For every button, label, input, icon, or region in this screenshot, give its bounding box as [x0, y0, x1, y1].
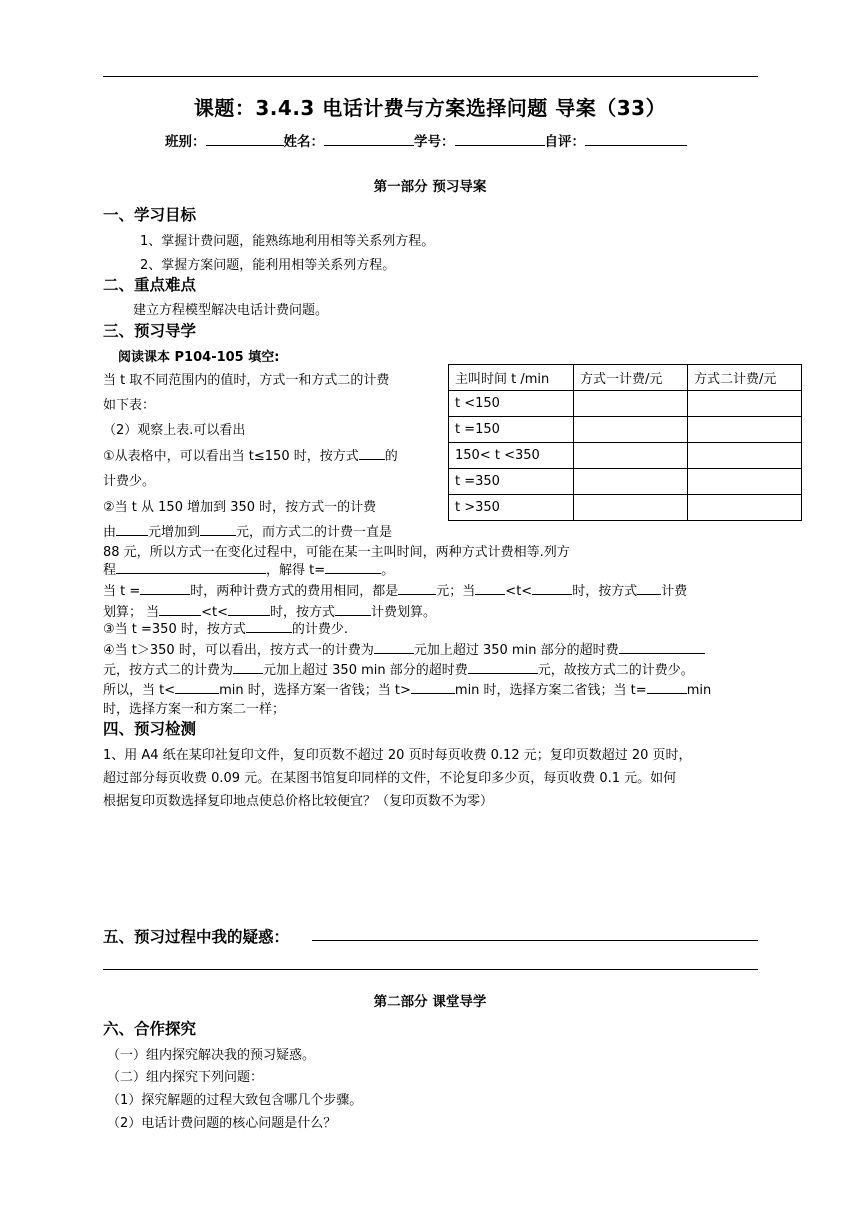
sec3-title: 三、预习导学 [103, 322, 197, 340]
table-row [449, 469, 802, 495]
sec2-title: 二、重点难点 [103, 276, 197, 294]
blank-field[interactable] [159, 602, 201, 616]
text-span: 的计费少. [291, 622, 348, 637]
table-row [449, 417, 802, 443]
blank-field[interactable] [647, 680, 687, 694]
table-input-cell[interactable] [688, 391, 802, 417]
part1-heading: 第一部分 预习导案 [373, 179, 487, 195]
student-info-line [165, 130, 687, 150]
explore-item: （一）组内探究解决我的预习疑惑。 [107, 1048, 316, 1063]
text-span: 当 t = [103, 584, 141, 599]
class-label: 班别： [165, 134, 206, 150]
text-line [103, 521, 392, 540]
text-span: ④当 t＞350 时，可以看出，按方式一的计费为 [103, 643, 374, 658]
table-cell: t =350 [449, 469, 574, 495]
text-span: min [686, 683, 712, 698]
text-span: 所以，当 t< [103, 683, 176, 698]
name-field[interactable] [324, 131, 414, 146]
text-line [103, 639, 705, 658]
explore-item: （1）探究解题的过程大致包含哪几个步骤。 [107, 1093, 363, 1108]
keypoint-text: 建立方程模型解决电话计费问题。 [133, 303, 329, 318]
text-span: 由 [103, 525, 117, 540]
table-input-cell[interactable] [574, 391, 688, 417]
goal-item-1: 1、掌握计费问题，能熟练地利用相等关系列方程。 [140, 234, 435, 249]
text-span: <t< [505, 584, 533, 599]
text-line: 时，选择方案一和方案二一样； [103, 702, 286, 717]
table-input-cell[interactable] [688, 417, 802, 443]
text-span: 时，两种计费方式的费用相同，都是 [190, 584, 399, 599]
blank-field[interactable] [175, 680, 219, 694]
blank-field[interactable] [475, 581, 505, 595]
text-span: 元，按方式二的计费为 [103, 663, 234, 678]
blank-field[interactable] [532, 581, 572, 595]
table-input-cell[interactable] [574, 469, 688, 495]
blank-field[interactable] [228, 602, 270, 616]
text-line [103, 679, 711, 698]
blank-field[interactable] [619, 640, 705, 654]
text-line: ②当 t 从 150 增加到 350 时，按方式一的计费 [103, 500, 377, 515]
billing-table [448, 364, 802, 521]
text-span: 元，故按方式二的计费少。 [537, 663, 694, 678]
table-header-cell: 方式二计费/元 [688, 365, 802, 391]
sec1-title: 一、学习目标 [103, 206, 197, 224]
text-line: 当 t 取不同范围内的值时，方式一和方式二的计费 [103, 373, 390, 388]
text-line [103, 618, 348, 637]
table-cell: t =150 [449, 417, 574, 443]
table-input-cell[interactable] [574, 495, 688, 521]
table-header-row [449, 365, 802, 391]
eval-field[interactable] [585, 131, 687, 146]
text-line [103, 445, 398, 464]
explore-item: （2）电话计费问题的核心问题是什么？ [107, 1116, 337, 1131]
table-input-cell[interactable] [688, 495, 802, 521]
text-line: 88 元，所以方式一在变化过程中，可能在某一主叫时间，两种方式计费相等.列方 [103, 545, 570, 560]
table-input-cell[interactable] [688, 469, 802, 495]
id-label: 学号： [414, 134, 455, 150]
text-span: 元加上超过 350 min 部分的超时费 [413, 643, 619, 658]
blank-field[interactable] [200, 522, 236, 536]
name-label: 姓名： [283, 134, 324, 150]
text-line [103, 659, 694, 678]
text-line [103, 580, 687, 599]
problem-line: 根据复印页数选择复印地点使总价格比较便宜？（复印页数不为零） [103, 794, 494, 809]
text-span: 元加上超过 350 min 部分的超时费 [263, 663, 468, 678]
blank-field[interactable] [398, 581, 436, 595]
read-label: 阅读课本 P104-105 填空: [118, 350, 280, 365]
table-input-cell[interactable] [688, 443, 802, 469]
table-cell: t >350 [449, 495, 574, 521]
problem-line: 超过部分每页收费 0.09 元。在某图书馆复印同样的文件，不论复印多少页，每页收费 0.1 元。如何 [103, 771, 677, 786]
sec5-title: 五、预习过程中我的疑惑： [103, 928, 290, 946]
table-row [449, 391, 802, 417]
table-cell: t <150 [449, 391, 574, 417]
part2-heading: 第二部分 课堂导学 [373, 994, 487, 1010]
text-span: 划算； 当 [103, 605, 160, 620]
blank-field[interactable] [233, 660, 263, 674]
text-span: 计费划算。 [371, 605, 437, 620]
text-span: min 时，选择方案一省钱；当 t> [219, 683, 411, 698]
blank-field[interactable] [140, 581, 190, 595]
blank-field[interactable] [374, 640, 414, 654]
page-title: 课题：3.4.3 电话计费与方案选择问题 导案（33） [193, 96, 667, 120]
explore-item: （二）组内探究下列问题： [107, 1070, 264, 1085]
blank-field[interactable] [116, 522, 148, 536]
sec4-title: 四、预习检测 [103, 720, 197, 738]
table-cell: 150< t <350 [449, 443, 574, 469]
text-line: （2）观察上表.可以看出 [103, 423, 246, 438]
text-span: 。 [381, 563, 395, 578]
text-span: 元增加到 [148, 525, 201, 540]
text-span: ，解得 t= [266, 563, 326, 578]
text-span: 时，按方式 [572, 584, 638, 599]
blank-field[interactable] [359, 446, 385, 460]
text-span: <t< [201, 605, 229, 620]
question-answer-line[interactable] [312, 940, 758, 941]
blank-field[interactable] [411, 680, 455, 694]
section-rule [103, 969, 758, 970]
table-input-cell[interactable] [574, 417, 688, 443]
eval-label: 自评： [544, 134, 585, 150]
class-field[interactable] [206, 131, 284, 146]
table-header-cell: 方式一计费/元 [574, 365, 688, 391]
text-span: min 时，选择方案二省钱；当 t= [454, 683, 647, 698]
text-line: 如下表： [103, 398, 156, 413]
text-span: 计费 [661, 584, 688, 599]
goal-item-2: 2、掌握方案问题，能利用相等关系列方程。 [140, 258, 396, 273]
table-input-cell[interactable] [574, 443, 688, 469]
table-header-cell: 主叫时间 t /min [449, 365, 574, 391]
table-row [449, 495, 802, 521]
text-span: 时，按方式 [270, 605, 336, 620]
text-span: 程 [103, 563, 117, 578]
text-span: ①从表格中，可以看出当 t≤150 时，按方式 [103, 449, 359, 464]
text-span: ③当 t =350 时，按方式 [103, 622, 246, 637]
blank-field[interactable] [637, 581, 661, 595]
blank-field[interactable] [335, 602, 371, 616]
text-line: 计费少。 [103, 474, 156, 489]
text-span: 的 [384, 449, 398, 464]
blank-field[interactable] [325, 560, 381, 574]
sec6-title: 六、合作探究 [103, 1020, 197, 1038]
blank-field[interactable] [468, 660, 538, 674]
blank-field[interactable] [116, 560, 266, 574]
table-row [449, 443, 802, 469]
problem-line: 1、用 A4 纸在某印社复印文件，复印页数不超过 20 页时每页收费 0.12 元；复印页数超过 20 页时， [103, 748, 692, 763]
top-rule [103, 76, 758, 77]
blank-field[interactable] [246, 619, 292, 633]
text-span: 元，而方式二的计费一直是 [236, 525, 393, 540]
text-span: 元；当 [436, 584, 476, 599]
text-line [103, 559, 394, 578]
id-field[interactable] [455, 131, 545, 146]
